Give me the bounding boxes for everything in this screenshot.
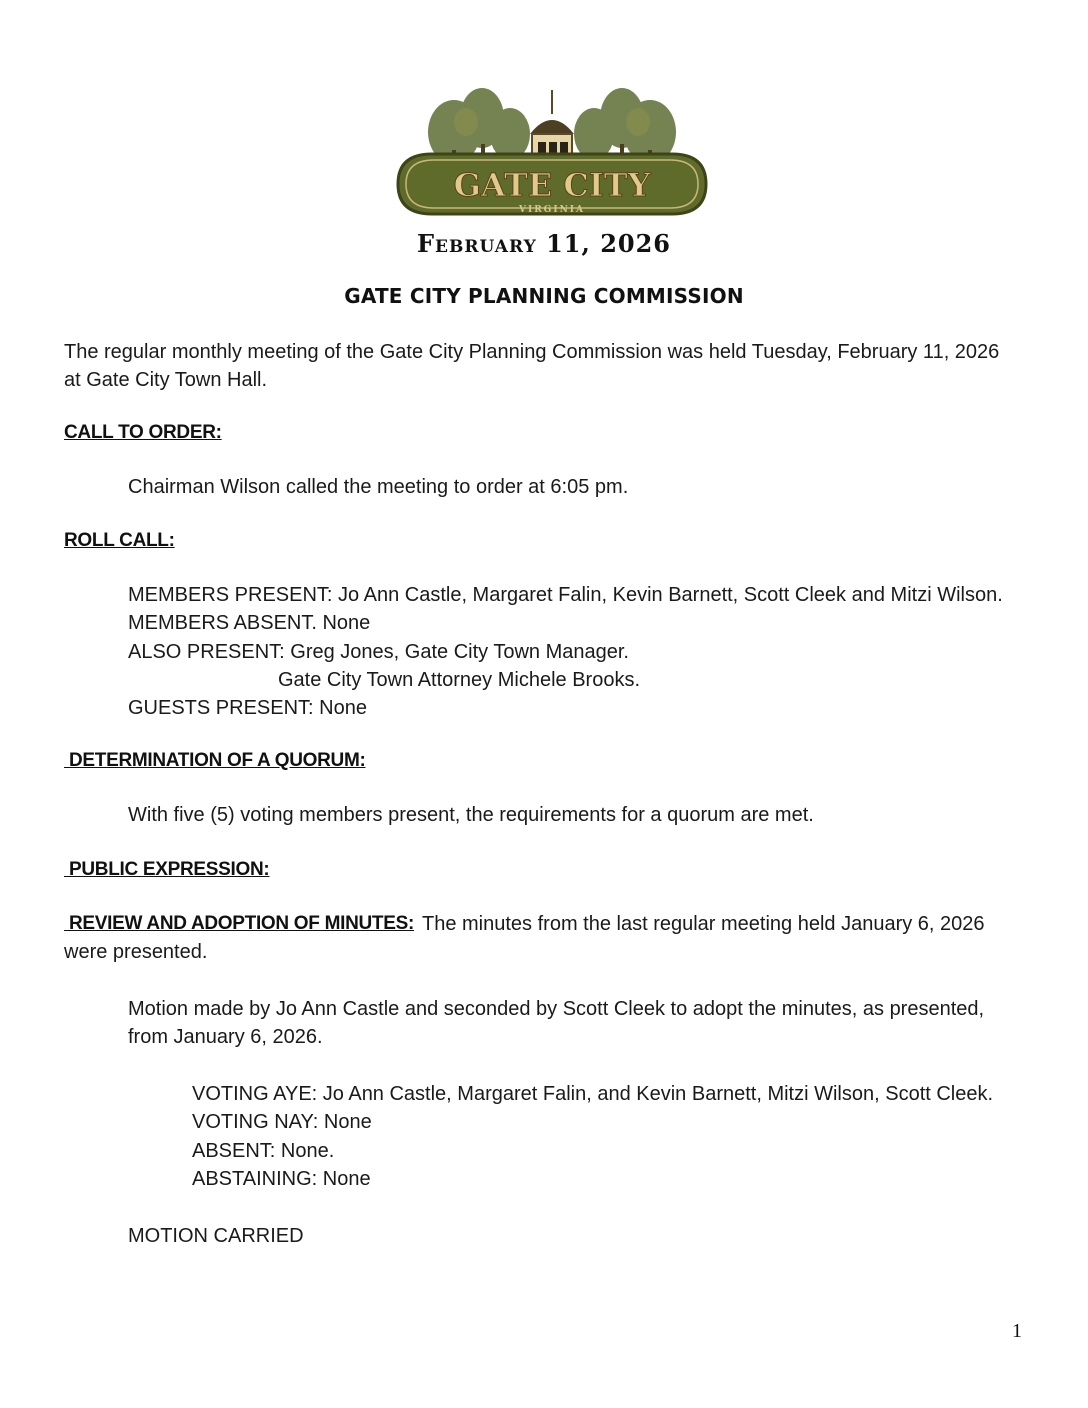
voting-absent: ABSENT: None. — [192, 1140, 335, 1162]
page-number: 1 — [1012, 1320, 1022, 1342]
also-present-attorney: Gate City Town Attorney Michele Brooks. — [278, 669, 641, 691]
logo-subtitle: VIRGINIA — [519, 205, 585, 215]
minutes-text-2: were presented. — [64, 941, 208, 963]
voting-nay: VOTING NAY: None — [192, 1111, 372, 1133]
motion-line-2: from January 6, 2026. — [128, 1026, 323, 1048]
voting-abstaining: ABSTAINING: None — [192, 1168, 371, 1190]
quorum-heading: DETERMINATION OF A QUORUM: — [64, 750, 366, 771]
motion-line-1: Motion made by Jo Ann Castle and seconded by Scott Cleek to adopt the minutes, as presented, — [128, 998, 985, 1020]
logo-title: GATE CITY — [453, 166, 651, 204]
public-expression-heading: PUBLIC EXPRESSION: — [64, 859, 270, 880]
meeting-date: February 11, 2026 — [417, 229, 671, 258]
page-title: GATE CITY PLANNING COMMISSION — [344, 284, 744, 308]
intro-line-2: at Gate City Town Hall. — [64, 369, 268, 391]
minutes-text-1: The minutes from the last regular meeting held January 6, 2026 — [422, 913, 985, 935]
members-absent: MEMBERS ABSENT. None — [128, 612, 371, 634]
call-to-order-text: Chairman Wilson called the meeting to order at 6:05 pm. — [128, 476, 629, 498]
call-to-order-heading: CALL TO ORDER: — [64, 422, 222, 443]
voting-aye: VOTING AYE: Jo Ann Castle, Margaret Falin, and Kevin Barnett, Mitzi Wilson, Scott Cleek. — [192, 1083, 994, 1105]
gate-city-logo — [392, 88, 712, 226]
quorum-text: With five (5) voting members present, the requirements for a quorum are met. — [128, 804, 814, 826]
roll-call-heading: ROLL CALL: — [64, 530, 175, 551]
intro-line-1: The regular monthly meeting of the Gate City Planning Commission was held Tuesday, February 11, 2026 — [64, 341, 1000, 363]
minutes-heading: REVIEW AND ADOPTION OF MINUTES: — [64, 913, 414, 934]
also-present: ALSO PRESENT: Greg Jones, Gate City Town Manager. — [128, 641, 629, 663]
motion-result: MOTION CARRIED — [128, 1225, 304, 1247]
guests-present: GUESTS PRESENT: None — [128, 697, 367, 719]
members-present: MEMBERS PRESENT: Jo Ann Castle, Margaret Falin, Kevin Barnett, Scott Cleek and Mitzi Wilson. — [128, 584, 1003, 606]
